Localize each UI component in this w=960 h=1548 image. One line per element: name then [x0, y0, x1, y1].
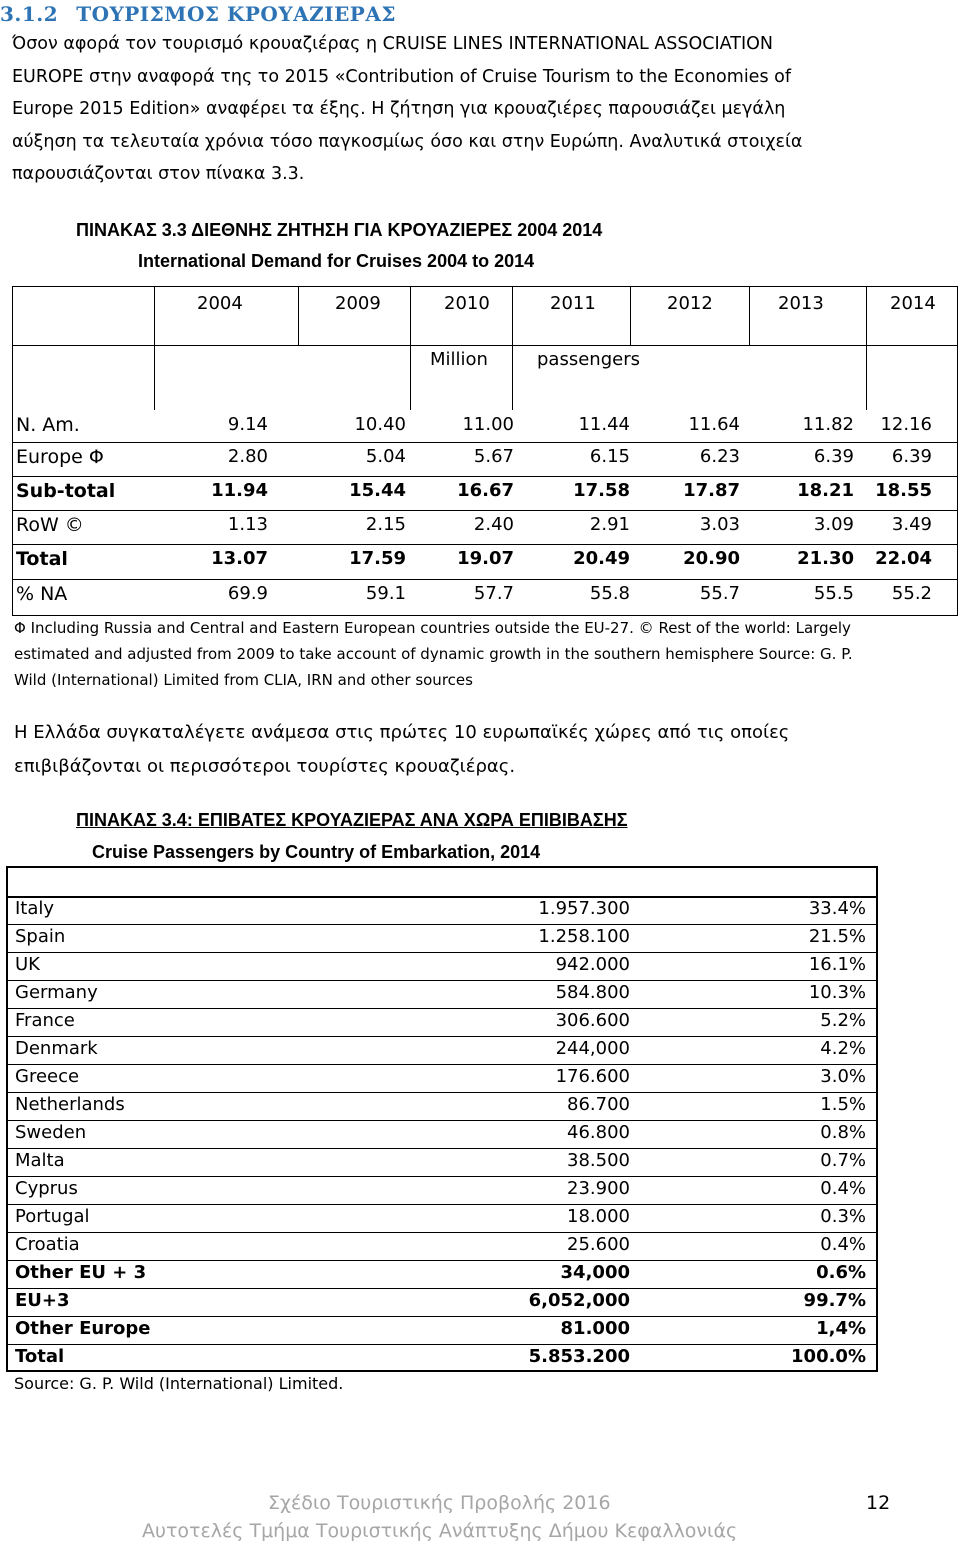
table-cell: 3.03	[699, 514, 740, 535]
passengers-value: 1.258.100	[538, 926, 630, 947]
table-divider	[12, 544, 958, 545]
table-cell: 12.16	[880, 414, 932, 435]
middle-line: Η Ελλάδα συγκαταλέγετε ανάμεσα στις πρώτες 10 ευρωπαϊκές χώρες από τις οποίες	[14, 722, 790, 743]
share-value: 1.5%	[820, 1094, 866, 1115]
table-divider	[6, 1008, 878, 1009]
table-cell: 6.39	[813, 446, 854, 467]
table-divider	[6, 924, 878, 925]
table-cell: 2.91	[589, 514, 630, 535]
table-divider	[6, 952, 878, 953]
table-divider	[6, 1064, 878, 1065]
table-divider	[6, 1316, 878, 1317]
table-cell: 11.94	[211, 480, 268, 501]
footer-title: Σχέδιο Τουριστικής Προβολής 2016	[268, 1492, 611, 1514]
passengers-value: 23.900	[567, 1178, 630, 1199]
table-cell: 19.07	[457, 548, 514, 569]
table-cell: 15.44	[349, 480, 406, 501]
table33-subtitle: International Demand for Cruises 2004 to 2014	[138, 251, 535, 271]
country-label: Total	[15, 1346, 65, 1367]
passengers-value: 25.600	[567, 1234, 630, 1255]
table-cell: 17.59	[349, 548, 406, 569]
section-heading	[0, 2, 396, 26]
middle-paragraph	[14, 716, 789, 784]
footer-organization: Αυτοτελές Τμήμα Τουριστικής Ανάπτυξης Δήμου Κεφαλλονιάς	[142, 1520, 738, 1542]
row-label: Total	[16, 548, 68, 570]
passengers-value: 38.500	[567, 1150, 630, 1171]
country-label: Germany	[15, 982, 98, 1003]
demand-table	[12, 286, 958, 616]
passengers-value: 306.600	[555, 1010, 630, 1031]
table-divider	[6, 1344, 878, 1345]
year-header: 2011	[550, 293, 596, 314]
passengers-value: 176.600	[555, 1066, 630, 1087]
intro-paragraph	[12, 28, 802, 191]
table33-title: ΠΙΝΑΚΑΣ 3.3 ΔΙΕΘΝΗΣ ΖΗΤΗΣΗ ΓΙΑ ΚΡΟΥΑΖΙΕΡΕΣ 2004 2014	[76, 220, 603, 240]
table-cell: 17.58	[573, 480, 630, 501]
country-label: Spain	[15, 926, 66, 947]
table-divider	[866, 286, 867, 410]
share-value: 0.4%	[820, 1178, 866, 1199]
intro-line: Όσον αφορά τον τουρισμό κρουαζιέρας η CRUISE LINES INTERNATIONAL ASSOCIATION	[12, 34, 773, 54]
table-cell: 55.5	[813, 583, 854, 604]
table33-notes	[14, 615, 853, 693]
table-divider	[6, 1176, 878, 1177]
passengers-table	[6, 866, 878, 1370]
row-label: N. Am.	[16, 414, 80, 436]
year-header: 2009	[335, 293, 381, 314]
table-divider	[6, 1232, 878, 1233]
table-cell: 59.1	[365, 583, 406, 604]
table34-source: Source: G. P. Wild (International) Limited.	[14, 1374, 344, 1393]
table-cell: 6.39	[891, 446, 932, 467]
table-cell: 57.7	[473, 583, 514, 604]
table33-note-line: estimated and adjusted from 2009 to take account of dynamic growth in the southern hemisphere Source: G. P.	[14, 645, 853, 663]
unit-label: Million	[430, 349, 488, 370]
table-cell: 3.09	[813, 514, 854, 535]
share-value: 21.5%	[808, 926, 866, 947]
passengers-value: 1.957.300	[538, 898, 630, 919]
table-cell: 21.30	[797, 548, 854, 569]
table-border	[6, 866, 8, 1372]
table-divider	[12, 442, 958, 443]
passengers-value: 46.800	[567, 1122, 630, 1143]
year-header: 2004	[197, 293, 243, 314]
country-label: Other EU + 3	[15, 1262, 147, 1283]
table-cell: 17.87	[683, 480, 740, 501]
intro-line: EUROPE στην αναφορά της το 2015 «Contribution of Cruise Tourism to the Economies of	[12, 66, 791, 87]
section-number: 3.1.2	[0, 2, 59, 26]
country-label: Italy	[15, 898, 55, 919]
country-label: Cyprus	[15, 1178, 78, 1199]
table-divider	[410, 345, 411, 410]
table-divider	[512, 345, 513, 410]
share-value: 99.7%	[803, 1290, 866, 1311]
year-header: 2013	[778, 293, 824, 314]
country-label: EU+3	[15, 1290, 70, 1311]
table-divider	[12, 476, 958, 477]
passengers-value: 584.800	[555, 982, 630, 1003]
row-label: % NA	[16, 583, 68, 605]
share-value: 3.0%	[820, 1066, 866, 1087]
table-divider	[298, 286, 299, 345]
table-cell: 6.23	[699, 446, 740, 467]
share-value: 0.6%	[816, 1262, 866, 1283]
year-header: 2012	[667, 293, 713, 314]
table-cell: 18.21	[797, 480, 854, 501]
country-label: Other Europe	[15, 1318, 151, 1339]
share-value: 1,4%	[816, 1318, 866, 1339]
row-label: Sub-total	[16, 480, 116, 502]
table-cell: 20.49	[573, 548, 630, 569]
table-border	[876, 866, 878, 1372]
share-value: 100.0%	[791, 1346, 866, 1367]
table-divider	[410, 286, 411, 345]
table-cell: 55.8	[589, 583, 630, 604]
passengers-value: 6,052,000	[528, 1290, 630, 1311]
passengers-value: 34,000	[560, 1262, 630, 1283]
passengers-value: 86.700	[567, 1094, 630, 1115]
table-cell: 6.15	[589, 446, 630, 467]
table-divider	[6, 1260, 878, 1261]
table33-note-line: Φ Including Russia and Central and Eastern European countries outside the EU-27. © Rest of the world: Largely	[14, 619, 851, 637]
country-label: France	[15, 1010, 75, 1031]
table-divider	[6, 980, 878, 981]
table-cell: 3.49	[891, 514, 932, 535]
table33-note-line: Wild (International) Limited from CLIA, IRN and other sources	[14, 671, 473, 689]
table-divider	[6, 1120, 878, 1121]
table-cell: 55.2	[891, 583, 932, 604]
table-divider	[512, 286, 513, 345]
intro-line: παρουσιάζονται στον πίνακα 3.3.	[12, 164, 305, 184]
table-divider	[6, 896, 878, 898]
section-title: ΤΟΥΡΙΣΜΟΣ ΚΡΟΥΑΖΙΕΡΑΣ	[76, 2, 397, 26]
country-label: UK	[15, 954, 40, 975]
table34-title: ΠΙΝΑΚΑΣ 3.4: ΕΠΙΒΑΤΕΣ ΚΡΟΥΑΖΙΕΡΑΣ ΑΝΑ ΧΩΡΑ ΕΠΙΒΙΒΑΣΗΣ	[76, 810, 628, 830]
table-divider	[6, 1288, 878, 1289]
page-number: 12	[866, 1492, 891, 1514]
intro-line: αύξηση τα τελευταία χρόνια τόσο παγκοσμίως όσο και στην Ευρώπη. Αναλυτικά στοιχεία	[12, 131, 803, 152]
share-value: 0.4%	[820, 1234, 866, 1255]
country-label: Malta	[15, 1150, 65, 1171]
country-label: Sweden	[15, 1122, 87, 1143]
table-cell: 5.04	[365, 446, 406, 467]
table-divider	[6, 1204, 878, 1205]
share-value: 5.2%	[820, 1010, 866, 1031]
table-cell: 9.14	[227, 414, 268, 435]
unit-label: passengers	[537, 349, 640, 370]
passengers-value: 18.000	[567, 1206, 630, 1227]
intro-line: Europe 2015 Edition» αναφέρει τα έξης. Η ζήτηση για κρουαζιέρες παρουσιάζει μεγάλη	[12, 99, 786, 119]
table-divider	[630, 286, 631, 345]
row-label: RoW ©	[16, 514, 84, 536]
passengers-value: 942.000	[555, 954, 630, 975]
table34-subtitle: Cruise Passengers by Country of Embarkation, 2014	[92, 842, 541, 862]
table-cell: 22.04	[875, 548, 932, 569]
passengers-value: 5.853.200	[528, 1346, 630, 1367]
share-value: 10.3%	[808, 982, 866, 1003]
passengers-value: 244,000	[555, 1038, 630, 1059]
table-divider	[12, 510, 958, 511]
country-label: Netherlands	[15, 1094, 125, 1115]
table-cell: 2.80	[227, 446, 268, 467]
table-cell: 11.64	[688, 414, 740, 435]
table-cell: 20.90	[683, 548, 740, 569]
table-cell: 11.44	[578, 414, 630, 435]
share-value: 4.2%	[820, 1038, 866, 1059]
table-divider	[154, 286, 155, 410]
table-divider	[12, 579, 958, 580]
table-border	[6, 866, 878, 868]
share-value: 16.1%	[808, 954, 866, 975]
table-cell: 11.00	[462, 414, 514, 435]
table-cell: 11.82	[802, 414, 854, 435]
share-value: 0.3%	[820, 1206, 866, 1227]
country-label: Croatia	[15, 1234, 80, 1255]
table-divider	[6, 1092, 878, 1093]
year-header: 2010	[444, 293, 490, 314]
passengers-value: 81.000	[560, 1318, 630, 1339]
table-border	[12, 286, 13, 616]
table-cell: 13.07	[211, 548, 268, 569]
share-value: 0.7%	[820, 1150, 866, 1171]
table-border	[957, 286, 958, 616]
table-cell: 2.15	[365, 514, 406, 535]
table-cell: 5.67	[473, 446, 514, 467]
table-cell: 2.40	[473, 514, 514, 535]
table-cell: 55.7	[699, 583, 740, 604]
table-cell: 1.13	[227, 514, 268, 535]
year-header: 2014	[890, 293, 936, 314]
row-label: Europe Φ	[16, 446, 104, 468]
table-cell: 69.9	[227, 583, 268, 604]
table-cell: 10.40	[354, 414, 406, 435]
share-value: 0.8%	[820, 1122, 866, 1143]
table-cell: 18.55	[875, 480, 932, 501]
middle-line: επιβιβάζονται οι περισσότεροι τουρίστες κρουαζιέρας.	[14, 756, 516, 777]
country-label: Denmark	[15, 1038, 98, 1059]
table-cell: 16.67	[457, 480, 514, 501]
table-divider	[749, 286, 750, 345]
country-label: Portugal	[15, 1206, 90, 1227]
country-label: Greece	[15, 1066, 80, 1087]
share-value: 33.4%	[808, 898, 866, 919]
table-divider	[6, 1036, 878, 1037]
table-divider	[6, 1148, 878, 1149]
